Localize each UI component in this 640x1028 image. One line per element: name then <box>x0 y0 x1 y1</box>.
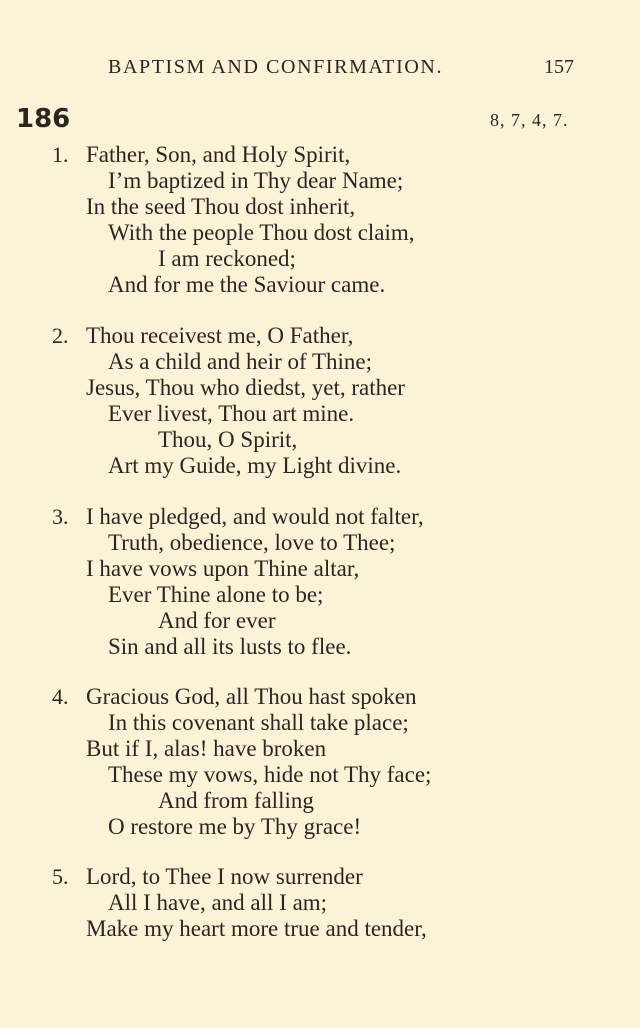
verse-line: All I have, and all I am; <box>108 890 328 915</box>
verse-line: And for ever <box>158 608 276 633</box>
verse-line: And from falling <box>158 788 314 813</box>
verse-line: As a child and heir of Thine; <box>108 349 373 374</box>
verse-line: With the people Thou dost claim, <box>108 220 415 245</box>
stanza-number: 1. <box>52 142 69 167</box>
verse-line: O restore me by Thy grace! <box>108 814 362 839</box>
verse-line: Thou receivest me, O Father, <box>86 323 354 348</box>
verse-line: I am reckoned; <box>158 246 296 271</box>
verse-line: In this covenant shall take place; <box>108 710 409 735</box>
verse-line: I have vows upon Thine altar, <box>86 556 360 581</box>
verse-line: Lord, to Thee I now surrender <box>86 864 363 889</box>
verse-line: Make my heart more true and tender, <box>86 916 427 941</box>
verse-line: Jesus, Thou who diedst, yet, rather <box>86 375 405 400</box>
hymn-meter: 8, 7, 4, 7. <box>490 110 569 130</box>
verse-line: Ever livest, Thou art mine. <box>108 401 355 426</box>
stanza-number: 2. <box>52 323 69 348</box>
verse-line: In the seed Thou dost inherit, <box>86 194 356 219</box>
verse-line: Sin and all its lusts to flee. <box>108 634 352 659</box>
stanza-number: 4. <box>52 684 69 709</box>
page-number: 157 <box>544 56 574 78</box>
stanza-number: 5. <box>52 864 69 889</box>
verse-line: Gracious God, all Thou hast spoken <box>86 684 417 709</box>
verse-line: Thou, O Spirit, <box>158 427 298 452</box>
verse-line: Father, Son, and Holy Spirit, <box>86 142 351 167</box>
verse-line: Truth, obedience, love to Thee; <box>108 530 396 555</box>
verse-line: And for me the Saviour came. <box>108 272 386 297</box>
verse-line: These my vows, hide not Thy face; <box>108 762 432 787</box>
stanza-number: 3. <box>52 504 69 529</box>
verse-line: But if I, alas! have broken <box>86 736 327 761</box>
running-head <box>0 56 640 86</box>
verse-line: I’m baptized in Thy dear Name; <box>108 168 404 193</box>
hymn-number: 186 <box>16 104 71 134</box>
verse-line: Ever Thine alone to be; <box>108 582 324 607</box>
section-title: BAPTISM AND CONFIRMATION. <box>108 56 444 78</box>
verse-line: I have pledged, and would not falter, <box>86 504 424 529</box>
verse-line: Art my Guide, my Light divine. <box>108 453 402 478</box>
